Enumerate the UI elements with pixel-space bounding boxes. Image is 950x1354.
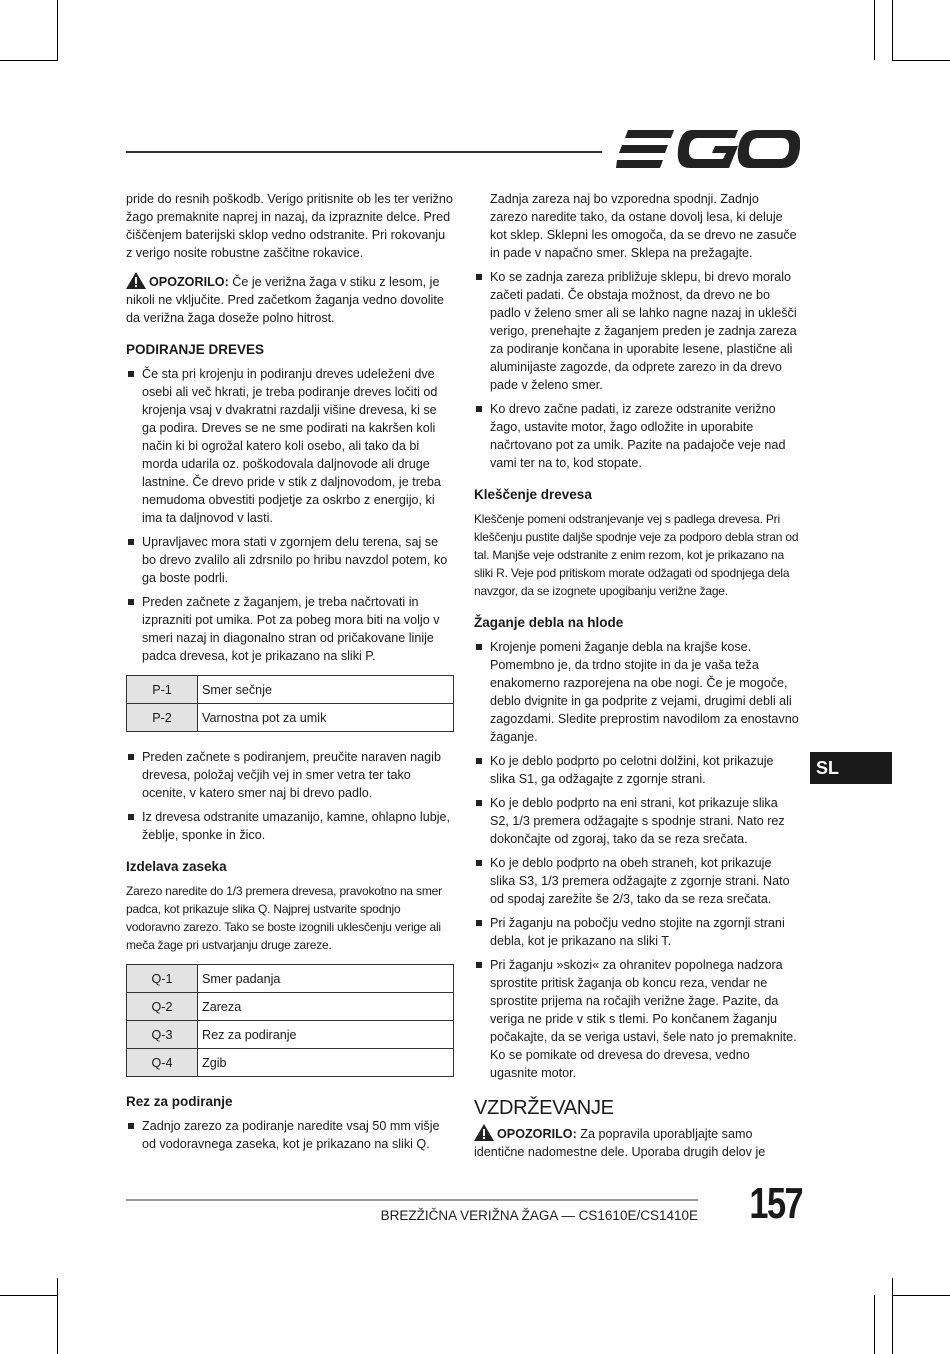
table-key: P-2 xyxy=(127,704,198,732)
list-item: Upravljavec mora stati v zgornjem delu terena, saj se bo drevo zvalilo ali zdrsnilo po hribu navzdol potem, ko ga boste podrli. xyxy=(126,533,454,587)
page-number: 157 xyxy=(749,1179,802,1228)
warning-paragraph xyxy=(474,1124,800,1161)
warning-paragraph xyxy=(126,272,454,327)
table-value: Zareza xyxy=(198,993,454,1021)
crop-mark xyxy=(57,0,58,60)
list-item: Zadnjo zarezo za podiranje naredite vsaj 50 mm višje od vodoravnega zaseka, kot je prikazano na sliki Q. xyxy=(126,1117,454,1153)
warning-icon xyxy=(126,272,146,289)
crop-mark xyxy=(892,1278,893,1354)
left-column xyxy=(126,190,454,1159)
crop-mark xyxy=(874,0,875,60)
table-value: Rez za podiranje xyxy=(198,1021,454,1049)
table-value: Varnostna pot za umik xyxy=(198,704,454,732)
felling-cut-list xyxy=(126,1117,454,1153)
list-item: Ko se zadnja zareza približuje sklepu, bi drevo moralo začeti padati. Če obstaja možnost, da drevo ne bo padlo v želeno smer ali se lahko nagne nazaj in uklešči verigo, prenehajte z žaganjem preden je zadnja zareza za podiranje končana in uporabite lesene, plastične ali aluminijaste zagozde, da odprete zarezo in da drevo pade v želeno smer. xyxy=(474,268,800,394)
ego-logo-icon xyxy=(616,128,800,172)
list-item: Če sta pri krojenju in podiranju dreves udeleženi dve osebi ali več hkrati, je treba podiranje dreves ločiti od krojenja vsaj v dvakratni razdalji višine drevesa, ki se ga podira. Dreves se ne sme podirati na kakršen koli način ki bi ogrožal katero koli osebo, ali tako da bi morda udarila oz. poškodovala daljnovode ali druge lastnine. Če drevo pride v stik z daljnovodom, je treba nemudoma obvestiti podjetje za oskrbo z energijo, ki ima ta daljnovod v lasti. xyxy=(126,365,454,527)
list-item: Ko drevo začne padati, iz zareze odstranite verižno žago, ustavite motor, žago odložite in uporabite načrtovano pot za umik. Pazite na padajoče veje nad vami ter na to, kod stopate. xyxy=(474,400,800,472)
footer-title: BREZŽIČNA VERIŽNA ŽAGA — CS1610E/CS1410E xyxy=(380,1208,698,1223)
crop-mark xyxy=(874,1295,875,1354)
section-heading: Žaganje debla na hlode xyxy=(474,615,624,630)
table-row xyxy=(127,965,454,993)
felling-cut-list-cont xyxy=(474,268,800,472)
crop-mark xyxy=(892,0,893,60)
table-key: Q-3 xyxy=(127,1021,198,1049)
table-key: Q-1 xyxy=(127,965,198,993)
header-rule xyxy=(126,151,602,153)
right-column xyxy=(474,190,800,1171)
warning-text: Če je verižna žaga v stiku z lesom, je nikoli ne vključite. Pred začetkom žaganja vedno dovolite da verižna žaga doseže polno hitrost. xyxy=(126,275,444,325)
section-heading: Izdelava zaseka xyxy=(126,859,227,874)
list-item: Iz drevesa odstranite umazanijo, kamne, ohlapno lubje, žeblje, sponke in žico. xyxy=(126,808,454,844)
legend-table-q xyxy=(126,964,454,1077)
table-row xyxy=(127,704,454,732)
list-item: Ko je deblo podprto po celotni dolžini, kot prikazuje slika S1, ga odžagajte z zgornje strani. xyxy=(474,752,800,788)
warning-icon xyxy=(474,1124,494,1141)
footer-rule xyxy=(126,1199,698,1201)
table-value: Smer sečnje xyxy=(198,676,454,704)
crop-mark xyxy=(892,60,950,61)
crop-mark xyxy=(0,60,58,61)
felling-list xyxy=(126,365,454,665)
table-value: Zgib xyxy=(198,1049,454,1077)
list-item: Pri žaganju »skozi« za ohranitev popolnega nadzora sprostite pritisk žaganja ob koncu reza, vendar ne sprostite prijema na ročajih verižne žage. Pazite, da veriga ne pride v stik s tlemi. Po končanem žaganju počakajte, da se veriga ustavi, šele nato jo premaknite. Ko se pomikate od drevesa do drevesa, vedno ugasnite motor. xyxy=(474,956,800,1082)
table-key: Q-4 xyxy=(127,1049,198,1077)
crop-mark xyxy=(0,1295,58,1296)
list-item: Preden začnete s podiranjem, preučite naraven nagib drevesa, položaj večjih vej in smer vetra ter tako ocenite, v katero smer naj bi drevo padlo. xyxy=(126,748,454,802)
warning-label: OPOZORILO: xyxy=(149,275,229,289)
list-item: Ko je deblo podprto na eni strani, kot prikazuje slika S2, 1/3 premera odžagajte s spodnje strani. Nato rez dokončajte od zgoraj, tako da se reza srečata. xyxy=(474,794,800,848)
table-key: P-1 xyxy=(127,676,198,704)
intro-paragraph: Zadnja zareza naj bo vzporedna spodnji. Zadnjo zarezo naredite tako, da ostane dovolj lesa, ki deluje kot sklep. Sklepni les omogoča, da se drevo ne zasuče in pade v napačno smer. Sklepa na prežagajte. xyxy=(490,192,797,260)
table-value: Smer padanja xyxy=(198,965,454,993)
table-row xyxy=(127,1021,454,1049)
section-heading: Kleščenje drevesa xyxy=(474,487,592,502)
crop-mark xyxy=(892,1295,950,1296)
list-item: Ko je deblo podprto na obeh straneh, kot prikazuje slika S3, 1/3 premera odžagajte z zgornje strani. Nato od spodaj zarežite še 2/3, tako da se reza srečata. xyxy=(474,854,800,908)
section-heading-major: VZDRŽEVANJE xyxy=(474,1097,614,1119)
felling-list-2 xyxy=(126,748,454,844)
table-row xyxy=(127,676,454,704)
warning-text: Za popravila uporabljajte samo identične nadomestne dele. Uporaba drugih delov je xyxy=(474,1127,766,1159)
intro-paragraph: pride do resnih poškodb. Verigo pritisnite ob les ter verižno žago premaknite naprej in nazaj, da izpraznite delce. Pred čiščenjem baterijski sklop vedno odstranite. Pri rokovanju z verigo nosite robustne zaščitne rokavice. xyxy=(126,192,453,260)
notch-paragraph: Zarezo naredite do 1/3 premera drevesa, pravokotno na smer padca, kot prikazuje slika Q. Najprej ustvarite spodnjo vodoravno zarezo. Tako se boste izognili uklesčenju verige ali meča žage pri ustvarjanju druge zareze. xyxy=(126,884,442,952)
list-item: Pri žaganju na pobočju vedno stojite na zgornji strani debla, kot je prikazano na sliki T. xyxy=(474,914,800,950)
section-heading: Rez za podiranje xyxy=(126,1094,233,1109)
limbing-paragraph: Kleščenje pomeni odstranjevanje vej s padlega drevesa. Pri kleščenju pustite daljše spodnje veje za podporo debla stran od tal. Manjše veje odstranite z enim rezom, kot je prikazano na sliki R. Veje pod pritiskom morate odžagati od spodnjega dela navzgor, da se izognete upogibanju verižne žage. xyxy=(474,512,799,598)
language-tab: SL xyxy=(810,752,892,784)
legend-table-p xyxy=(126,675,454,732)
list-item: Krojenje pomeni žaganje debla na krajše kose. Pomembno je, da trdno stojite in da je vaša teža enakomerno razporejena na obe nogi. Če je mogoče, deblo dvignite in ga podprite z vejami, drugimi debli ali zagozdami. Sledite preprostim navodilom za enostavno žaganje. xyxy=(474,638,800,746)
warning-label: OPOZORILO: xyxy=(497,1127,577,1141)
list-item: Preden začnete z žaganjem, je treba načrtovati in izprazniti pot umika. Pot za pobeg mora biti na voljo v smeri nazaj in diagonalno stran od pričakovane linije padca drevesa, kot je prikazano na sliki P. xyxy=(126,593,454,665)
section-heading: PODIRANJE DREVES xyxy=(126,342,265,357)
table-row xyxy=(127,993,454,1021)
table-row xyxy=(127,1049,454,1077)
crop-mark xyxy=(57,1278,58,1354)
bucking-list xyxy=(474,638,800,1082)
table-key: Q-2 xyxy=(127,993,198,1021)
